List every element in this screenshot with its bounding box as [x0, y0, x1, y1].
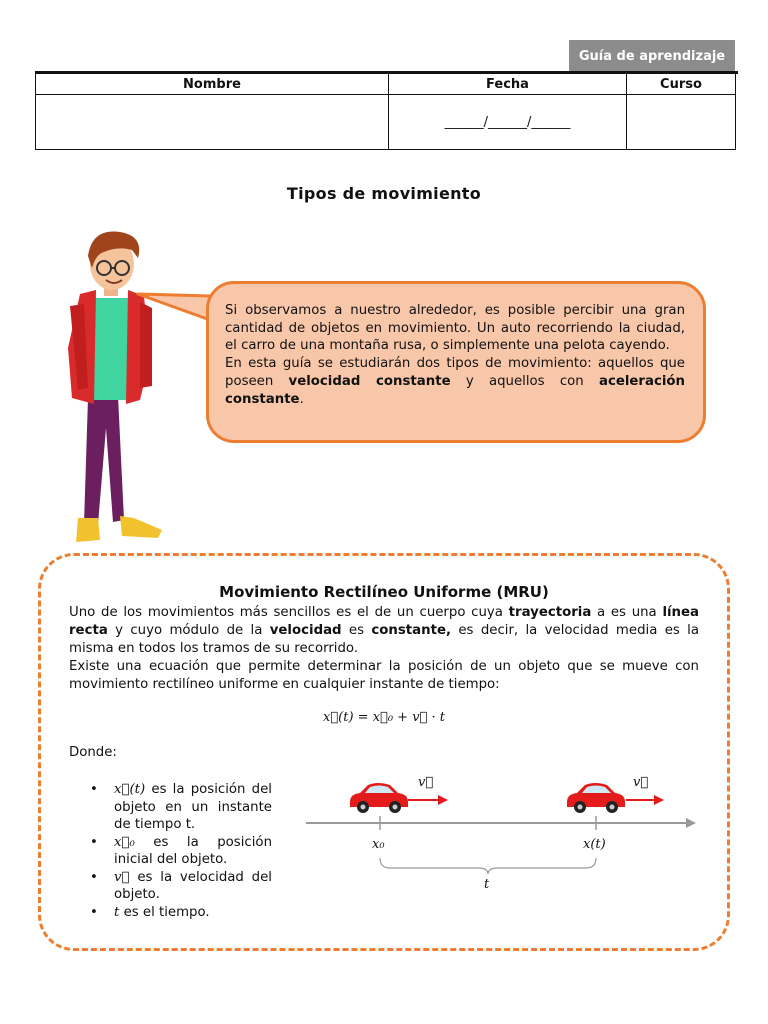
mru-description: Uno de los movimientos más sencillos es el de un cuerpo cuya trayectoria a es una línea recta y cuyo módulo de la velocidad es constante, es decir, la velocidad media es la misma en todos los tramos de su recorrido. Existe una ecuación que permite determinar la posición de un objeto que se mueve con movimiento rectilíneo uniforme en cualquier instante de tiempo:: [69, 605, 700, 692]
mru-equation: x⃗(t) = x⃗₀ + v⃗ · t: [323, 710, 445, 725]
list-item: • v⃗ es la velocidad del objeto.: [90, 869, 272, 902]
velocity-arrowhead-1: [438, 795, 448, 805]
nombre-field[interactable]: [36, 95, 389, 150]
velocity-arrowhead-2: [654, 795, 664, 805]
time-brace: [380, 858, 596, 874]
bubble-text: [225, 302, 685, 408]
mru-title: Movimiento Rectilíneo Uniforme (MRU): [219, 583, 549, 601]
xt-label: x(t): [583, 837, 606, 852]
list-item: • x⃗(t) es la posición del objeto en un instante de tiempo t.: [90, 782, 272, 832]
axis-arrowhead: [686, 818, 696, 828]
bubble-paragraph-2: En esta guía se estudiarán dos tipos de movimiento: aquellos que poseen velocidad constante y aquellos con aceleración constante.: [225, 356, 685, 407]
car-final: [567, 783, 625, 813]
list-item: • t es el tiempo.: [90, 904, 210, 920]
velocity-label-1: v⃗: [418, 775, 434, 790]
student-info-table: [35, 73, 736, 150]
nombre-header: Nombre: [36, 74, 389, 95]
page-title: Tipos de movimiento: [286, 184, 482, 203]
list-item: • x⃗₀ es la posición inicial del objeto.: [90, 834, 272, 867]
fecha-field[interactable]: [389, 95, 627, 150]
curso-header: Curso: [627, 74, 736, 95]
fecha-blank: ______/______/______: [444, 114, 571, 130]
mru-motion-diagram: [300, 760, 700, 900]
student-character-illustration: [58, 228, 168, 546]
curso-field[interactable]: [627, 95, 736, 150]
guide-badge: Guía de aprendizaje: [569, 40, 735, 72]
bubble-tail: [136, 290, 216, 330]
variables-list: [90, 781, 272, 921]
t-label: t: [484, 877, 490, 892]
car-initial: [350, 783, 408, 813]
fecha-header: Fecha: [389, 74, 627, 95]
donde-label: Donde:: [69, 745, 117, 760]
bubble-paragraph-1: Si observamos a nuestro alrededor, es posible percibir una gran cantidad de objetos en movimiento. Un auto recorriendo la ciudad, el carro de una montaña rusa, o simplemente una pelota cayendo.: [225, 303, 685, 354]
velocity-label-2: v⃗: [633, 775, 649, 790]
x0-label: x₀: [372, 837, 385, 852]
